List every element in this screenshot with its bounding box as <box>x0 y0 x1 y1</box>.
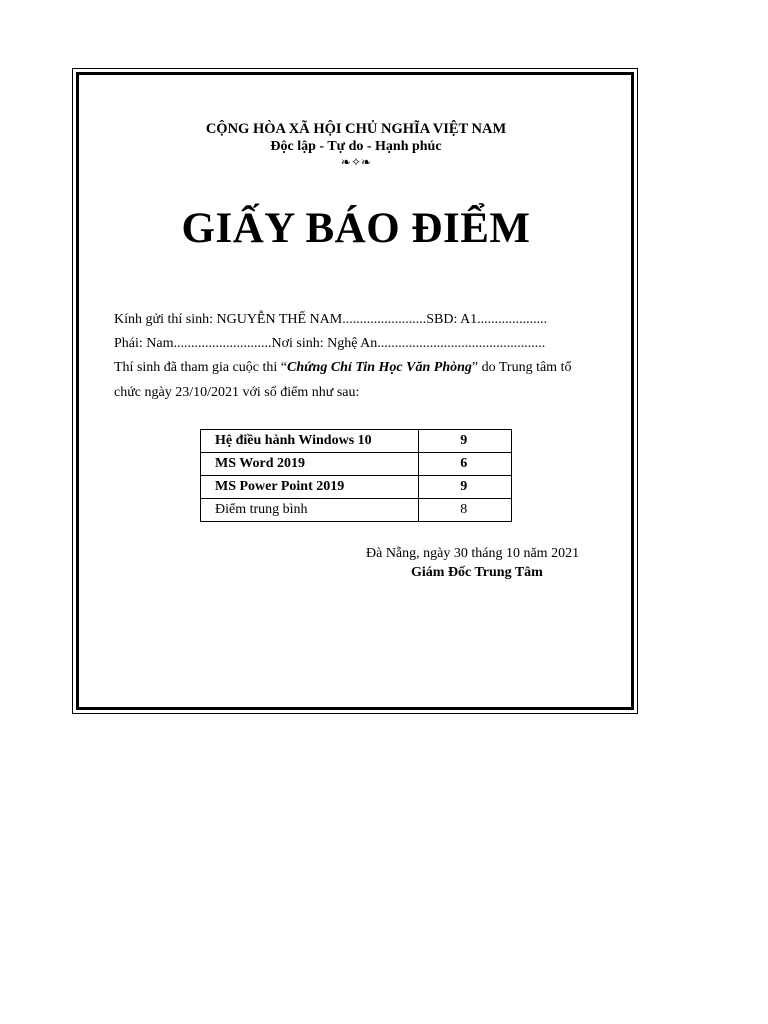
table-row <box>201 430 512 453</box>
table-row <box>201 453 512 476</box>
gender-birthplace-line: Phái: Nam............................Nơi sinh: Nghệ An................................................ <box>114 336 546 351</box>
signature-date: Đà Nẵng, ngày 30 tháng 10 năm 2021 <box>366 546 580 561</box>
subject-cell: Hệ điều hành Windows 10 <box>201 430 419 453</box>
table-row <box>201 499 512 522</box>
subject-cell: MS Word 2019 <box>201 453 419 476</box>
document-title: GIẤY BÁO ĐIỂM <box>181 205 531 252</box>
score-cell: 9 <box>419 430 512 453</box>
motto-heading: Độc lập - Tự do - Hạnh phúc <box>270 139 442 154</box>
exam-date-line: chức ngày 23/10/2021 với số điểm như sau: <box>114 385 360 400</box>
score-table <box>200 429 512 522</box>
certificate-frame <box>72 68 638 714</box>
participation-suffix: ” do Trung tâm tổ <box>471 360 572 375</box>
signature-title: Giám Đốc Trung Tâm <box>411 565 543 580</box>
nation-heading: CỘNG HÒA XÃ HỘI CHỦ NGHĨA VIỆT NAM <box>205 121 507 137</box>
participation-line <box>114 360 571 376</box>
recipient-line: Kính gửi thí sinh: NGUYỄN THẾ NAM........................SBD: A1.................... <box>114 312 548 327</box>
course-name: Chứng Chỉ Tin Học Văn Phòng <box>287 360 472 375</box>
score-cell: 9 <box>419 476 512 499</box>
score-cell: 8 <box>419 499 512 522</box>
ornament-divider: ❧✧❧ <box>340 155 372 169</box>
table-row <box>201 476 512 499</box>
participation-prefix: Thí sinh đã tham gia cuộc thi “ <box>114 360 288 375</box>
score-cell: 6 <box>419 453 512 476</box>
subject-cell: Điểm trung bình <box>201 499 419 522</box>
subject-cell: MS Power Point 2019 <box>201 476 419 499</box>
